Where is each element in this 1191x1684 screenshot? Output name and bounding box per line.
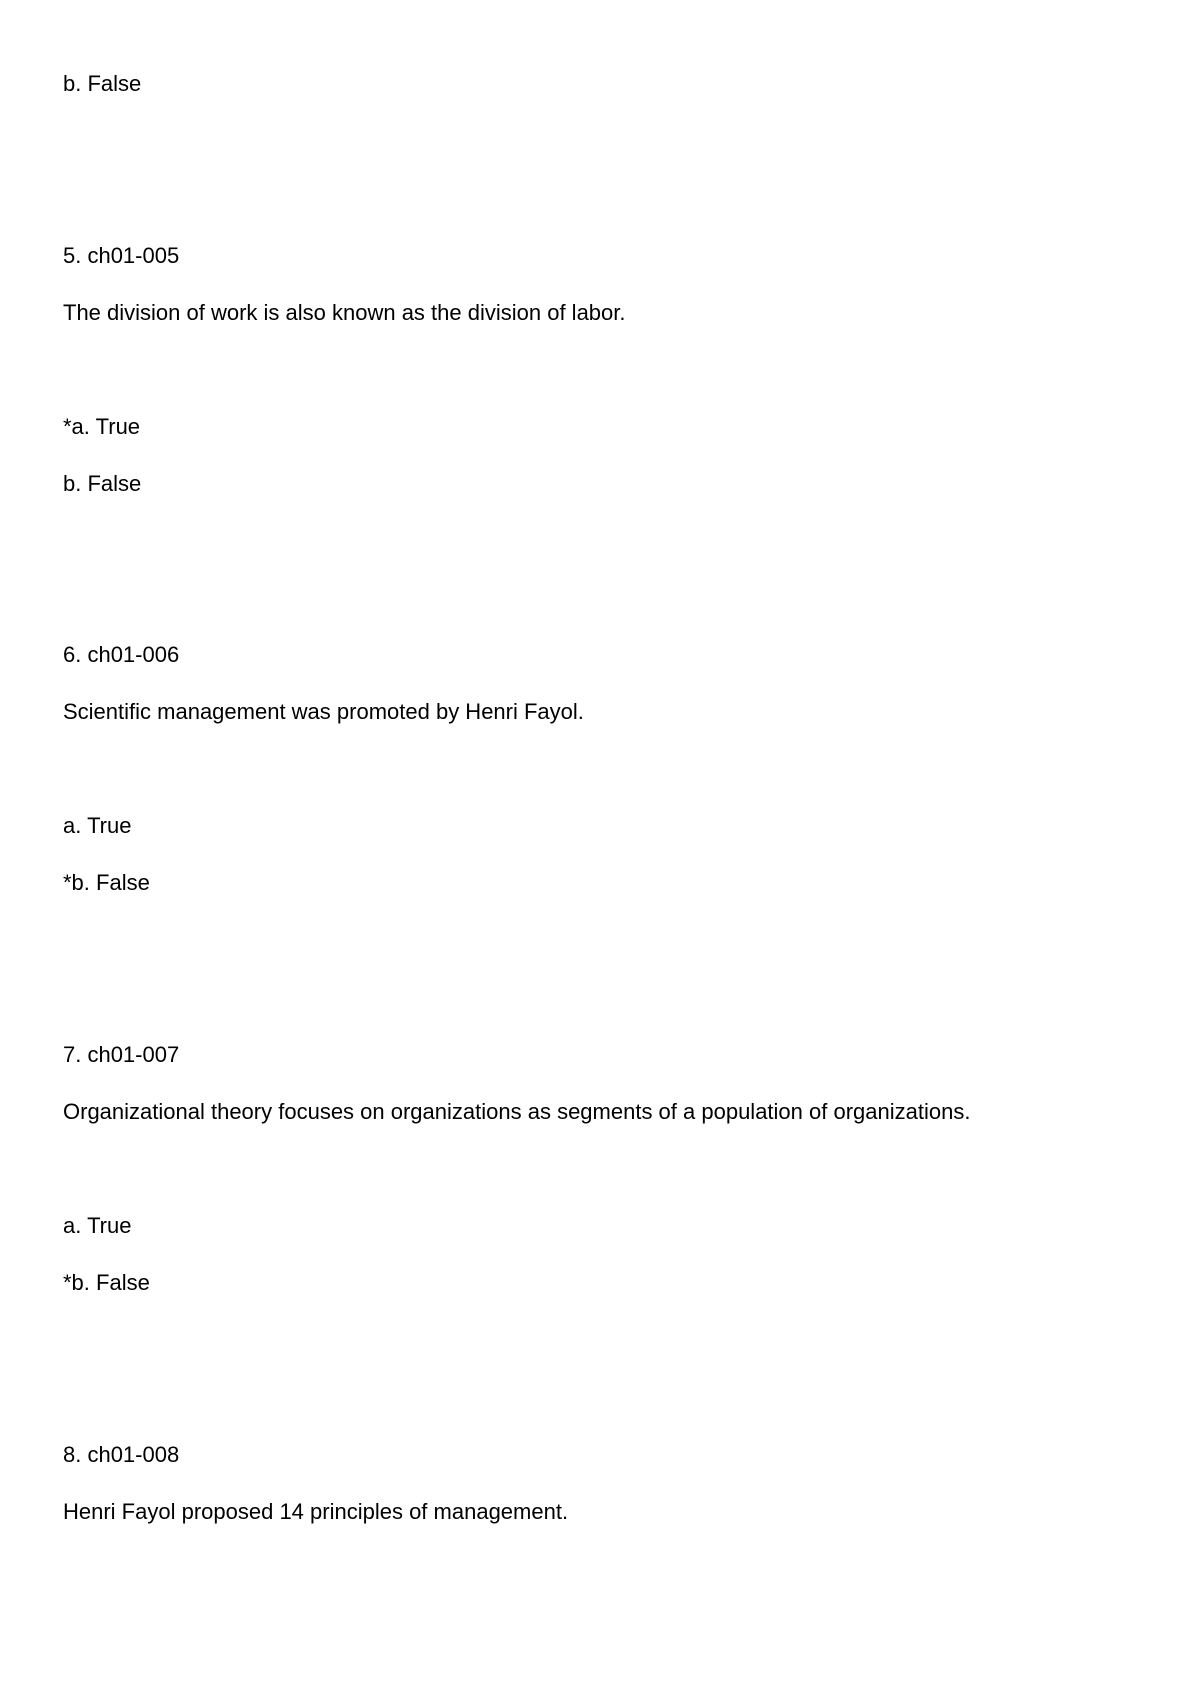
- answer-option-a: *a. True: [63, 414, 141, 439]
- question-header: 8. ch01-008: [63, 1442, 180, 1467]
- answer-option-b: b. False: [63, 71, 142, 96]
- answer-option-a: a. True: [63, 813, 132, 838]
- answer-option-b: *b. False: [63, 870, 150, 895]
- question-header: 5. ch01-005: [63, 243, 180, 268]
- question-text: Scientific management was promoted by Henri Fayol.: [63, 699, 584, 724]
- answer-option-a: a. True: [63, 1213, 132, 1238]
- question-header: 7. ch01-007: [63, 1042, 180, 1067]
- question-header: 6. ch01-006: [63, 642, 180, 667]
- question-text: The division of work is also known as the division of labor.: [63, 300, 626, 325]
- question-text: Organizational theory focuses on organizations as segments of a population of organizations.: [63, 1099, 971, 1124]
- answer-option-b: *b. False: [63, 1270, 150, 1295]
- answer-option-b: b. False: [63, 471, 142, 496]
- question-text: Henri Fayol proposed 14 principles of management.: [63, 1499, 569, 1524]
